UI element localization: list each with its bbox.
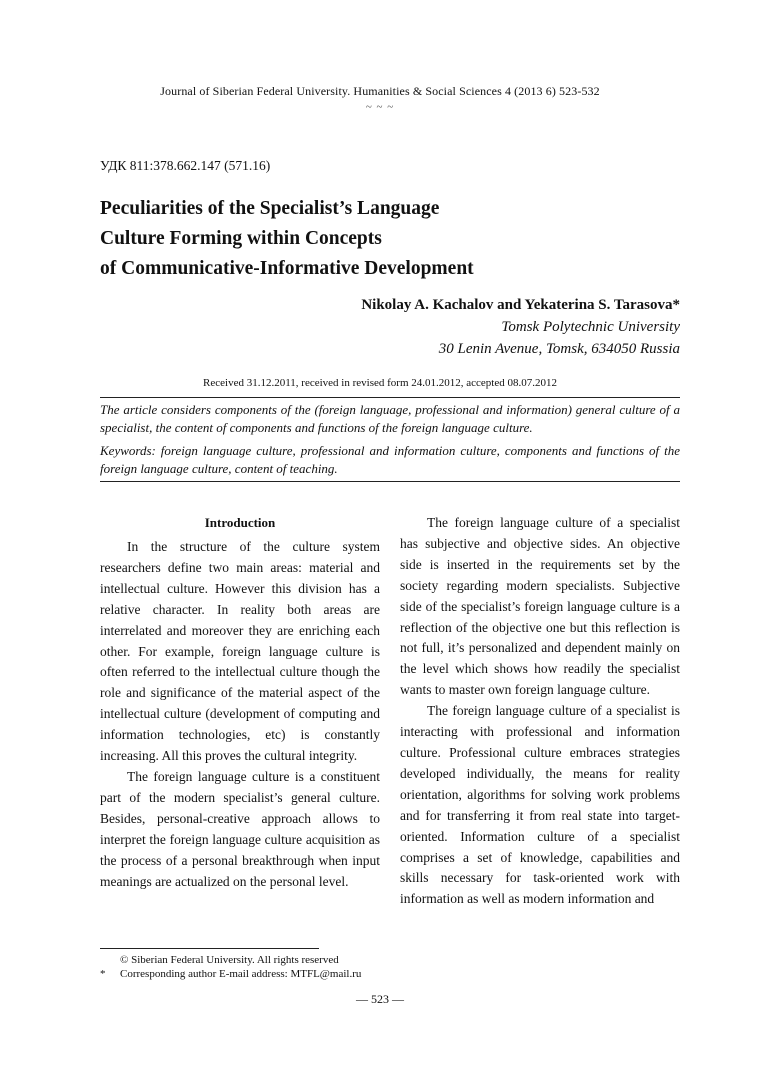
footnote-copyright: [100, 953, 339, 967]
author-names: Nikolay A. Kachalov and Yekaterina S. Tarasova*: [361, 297, 680, 313]
footnote-rule: [100, 948, 319, 949]
header-separator: ~ ~ ~: [365, 101, 395, 113]
footnote-text: © Siberian Federal University. All rights reserved: [120, 954, 339, 966]
body-paragraph: The foreign language culture of a specialist is interacting with professional and information culture. Professional culture embraces strategies developed individually, the means for reality orientation, algorithms for solving work problems and for transferring it from real state into target-oriented. Information culture of a specialist comprises a set of knowledge, capabilities and skills necessary for task-oriented work with information as well as modern information and: [400, 703, 680, 907]
footnote-corresponding: [100, 967, 361, 981]
left-column: [100, 513, 380, 892]
body-paragraph: In the structure of the culture system researchers define two main areas: material and intellectual culture. However this division has a relative character. In reality both areas are interrelated and moreover they are enriching each other. For example, foreign language culture is often referred to the intellectual culture though the role and significance of the material aspect of the intellectual culture (development of computing and information technologies, etc) is constantly increasing. All this proves the cultural integrity.: [100, 539, 380, 764]
footnote-text: Corresponding author E-mail address: MTFL@mail.ru: [120, 968, 362, 980]
udk-code: УДК 811:378.662.147 (571.16): [100, 158, 271, 173]
title-line: Peculiarities of the Specialist’s Language: [100, 198, 440, 219]
abstract-text: The article considers components of the (foreign language, professional and information) general culture of a specialist, the content of components and functions of the foreign language culture.: [100, 402, 680, 435]
page-number: — 523 —: [356, 992, 404, 1006]
body-paragraph: The foreign language culture is a constituent part of the modern specialist’s general culture. Besides, personal-creative approach allows to interpret the foreign language culture acquisition as the process of a personal breakthrough when input meanings are actualized on the personal level.: [100, 768, 380, 889]
footnote-mark: *: [100, 968, 106, 980]
right-column: [400, 513, 680, 910]
author-affiliation: Tomsk Polytechnic University: [501, 319, 680, 335]
journal-header: Journal of Siberian Federal University. Humanities & Social Sciences 4 (2013 6) 523-532: [160, 84, 600, 98]
abstract-bottom-rule: [100, 481, 680, 482]
title-line: of Communicative-Informative Development: [100, 258, 474, 279]
title-line: Culture Forming within Concepts: [100, 228, 382, 249]
received-dates: Received 31.12.2011, received in revised form 24.01.2012, accepted 08.07.2012: [203, 377, 557, 389]
abstract-top-rule: [100, 397, 680, 398]
section-heading: Introduction: [204, 515, 276, 530]
body-paragraph: The foreign language culture of a specialist has subjective and objective sides. An objective side is inserted in the requirements set by the society regarding modern specialists. Subjective side of the specialist’s foreign language culture is a reflection of the objective one but this reflection is not full, it’s personalized and dependent mainly on the level which shows how readily the specialist wants to master own foreign language culture.: [400, 515, 680, 698]
author-address: 30 Lenin Avenue, Tomsk, 634050 Russia: [438, 341, 680, 357]
article-title: [100, 194, 600, 284]
keywords-text: Keywords: foreign language culture, professional and information culture, components and functions of the foreign language culture, content of teaching.: [100, 443, 680, 476]
author-block: [361, 294, 680, 360]
